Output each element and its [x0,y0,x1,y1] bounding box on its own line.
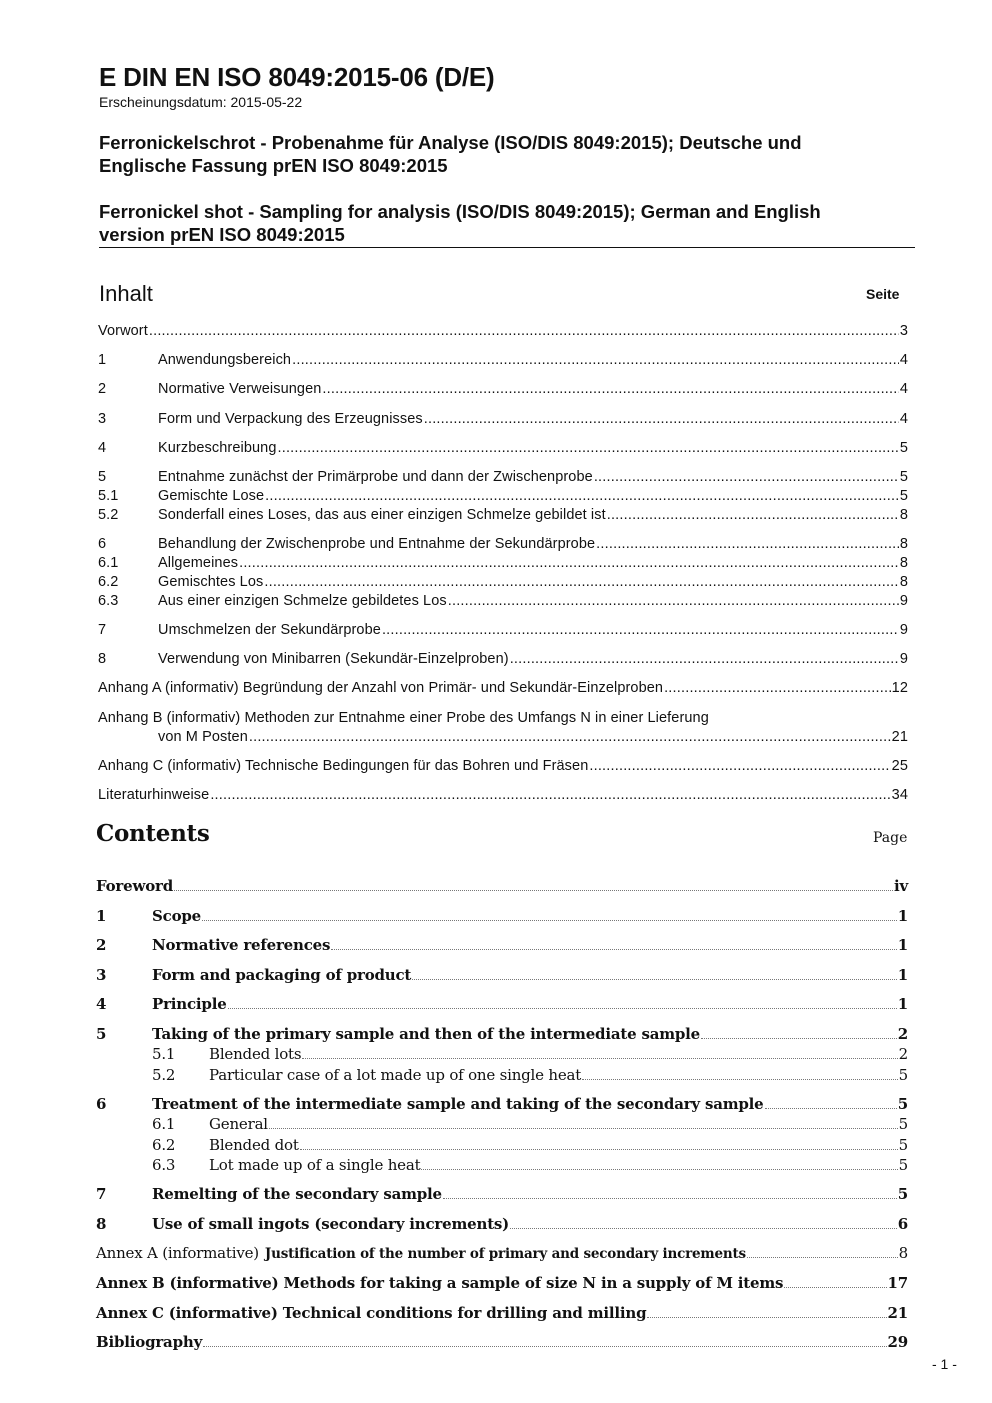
toc-entry-label: Particular case of a lot made up of one single heat [209,1066,582,1084]
toc-entry-page: 1 [897,995,908,1013]
toc-leader [664,680,891,696]
toc-entry-page: 17 [887,1274,908,1292]
toc-entry-label: Vorwort [98,323,148,339]
publication-date: Erscheinungsdatum: 2015-05-22 [99,94,303,110]
toc-leader [607,507,899,523]
toc-entry-page: 21 [887,1304,908,1322]
toc-entry-number: 6.3 [98,593,119,609]
toc-en-subentry[interactable] [152,1136,908,1154]
toc-de-entry[interactable] [98,651,908,667]
toc-en-subentry[interactable] [152,1115,908,1133]
toc-en-subentry[interactable] [152,1156,908,1174]
toc-entry-page: 5 [899,469,908,485]
toc-page-heading-english: Page [873,830,908,846]
toc-entry-label: Aus einer einzigen Schmelze gebildetes Los [158,593,447,609]
toc-entry-number: 5 [96,1025,107,1043]
toc-leader [701,1037,897,1039]
toc-entry-number: 6.1 [98,555,119,571]
toc-entry-number: 6 [96,1095,107,1113]
toc-de-entry[interactable] [98,323,908,339]
toc-heading-german: Inhalt [99,281,153,306]
toc-en-entry[interactable] [96,995,908,1013]
toc-leader [302,1057,897,1059]
toc-entry-label: Anhang A (informativ) Begründung der Anzahl von Primär- und Sekundär-Einzelproben [98,680,664,696]
toc-entry-page: 4 [899,381,908,397]
toc-entry-label: Principle [152,995,227,1013]
toc-entry-label: Anhang C (informativ) Technische Bedingungen für das Bohren und Fräsen [98,758,589,774]
toc-entry-label: Use of small ingots (secondary increments) [152,1215,510,1233]
toc-entry-page: 8 [899,536,908,552]
toc-entry-page: 21 [891,729,908,745]
toc-entry-label: Gemischtes Los [158,574,264,590]
toc-leader [596,536,899,552]
document-id: E DIN EN ISO 8049:2015-06 (D/E) [99,62,495,92]
toc-entry-page: 1 [897,966,908,984]
toc-leader [747,1256,898,1258]
toc-leader [265,488,899,504]
toc-leader [424,411,899,427]
toc-leader [149,323,899,339]
toc-leader [249,729,891,745]
toc-entry-page: 1 [897,907,908,925]
toc-entry-number: 3 [96,966,107,984]
toc-de-entry[interactable] [98,536,908,552]
toc-entry-number: 7 [96,1185,107,1203]
toc-entry-label: Form and packaging of product [152,966,412,984]
toc-de-entry[interactable] [98,488,908,504]
toc-entry-label: Anhang B (informativ) Methoden zur Entnahme einer Probe des Umfangs N in einer Lieferung [98,710,709,726]
toc-entry-number: 5.1 [152,1045,176,1063]
toc-entry-page: 8 [899,574,908,590]
toc-entry-number: 2 [96,936,107,954]
toc-leader [443,1197,897,1199]
toc-de-entry[interactable] [98,593,908,609]
toc-en-entry[interactable] [96,1095,908,1113]
toc-de-entry[interactable] [98,710,908,726]
toc-en-entry[interactable] [96,936,908,954]
toc-leader [228,1007,897,1009]
toc-entry-page: 5 [899,440,908,456]
toc-entry-number: 6.1 [152,1115,176,1133]
toc-entry-number: 3 [98,411,107,427]
toc-entry-number: 6.2 [98,574,119,590]
toc-entry-label: Umschmelzen der Sekundärprobe [158,622,381,638]
toc-en-subentry[interactable] [152,1045,908,1063]
toc-entry-page: 2 [897,1025,908,1043]
toc-entry-page: 8 [899,555,908,571]
toc-entry-page: 3 [899,323,908,339]
toc-entry-label: Normative references [152,936,331,954]
toc-de-entry-continued[interactable] [158,729,908,745]
toc-entry-page: 5 [898,1066,908,1084]
toc-leader [412,978,897,980]
toc-entry-page: 5 [897,1095,908,1113]
toc-de-entry[interactable] [98,574,908,590]
toc-entry-number: 4 [98,440,107,456]
toc-entry-page: 12 [891,680,908,696]
toc-leader [264,574,898,590]
toc-entry-page: 34 [891,787,908,803]
toc-entry-label: Gemischte Lose [158,488,265,504]
toc-entry-label: Sonderfall eines Loses, das aus einer einzigen Schmelze gebildet ist [158,507,606,523]
toc-entry-label: General [209,1115,268,1133]
toc-entry-label: Annex B (informative) Methods for taking a sample of size N in a supply of M items [96,1274,784,1292]
toc-entry-label: Remelting of the secondary sample [152,1185,442,1203]
toc-entry-label: Blended dot [209,1136,299,1154]
toc-entry-label: Taking of the primary sample and then of the intermediate sample [152,1025,701,1043]
toc-entry-page: 4 [899,352,908,368]
toc-entry-page: 5 [898,1156,908,1174]
toc-entry-page: 8 [898,1244,908,1262]
toc-entry-number: 5.2 [152,1066,176,1084]
toc-de-entry[interactable] [98,758,908,774]
toc-en-entry[interactable] [96,1304,908,1322]
toc-entry-label: Verwendung von Minibarren (Sekundär-Einzelproben) [158,651,509,667]
toc-de-entry[interactable] [98,622,908,638]
toc-de-entry[interactable] [98,507,908,523]
toc-entry-label: Allgemeines [158,555,239,571]
toc-leader [174,889,893,891]
title-english [99,200,909,246]
toc-entry-page: iv [893,877,908,895]
toc-entry-label: Annex A (informative) [96,1244,259,1262]
toc-en-entry[interactable] [96,1333,908,1351]
toc-de-entry[interactable] [98,680,908,696]
toc-en-entry[interactable] [96,966,908,984]
toc-entry-label: Normative Verweisungen [158,381,322,397]
toc-entry-number: 8 [98,651,107,667]
toc-en-subentry[interactable] [152,1066,908,1084]
toc-entry-label: Anwendungsbereich [158,352,292,368]
toc-entry-number: 5 [98,469,107,485]
toc-en-entry[interactable] [96,877,908,895]
toc-leader [784,1286,886,1288]
toc-entry-label: Entnahme zunächst der Primärprobe und dann der Zwischenprobe [158,469,593,485]
toc-de-entry[interactable] [98,411,908,427]
toc-entry-page: 5 [897,1185,908,1203]
toc-heading-english: Contents [96,820,210,847]
title-german [99,131,899,177]
toc-entry-label: Blended lots [209,1045,302,1063]
toc-entry-number: 7 [98,622,107,638]
toc-entry-number: 1 [98,352,107,368]
toc-leader [589,758,890,774]
toc-entry-page: 8 [899,507,908,523]
toc-leader [292,352,899,368]
toc-entry-number: 8 [96,1215,107,1233]
toc-entry-page: 9 [899,622,908,638]
toc-entry-number: 5.2 [98,507,119,523]
toc-leader [448,593,899,609]
toc-leader [421,1168,897,1170]
toc-entry-page: 1 [897,936,908,954]
toc-de-entry[interactable] [98,440,908,456]
toc-entry-label: Foreword [96,877,173,895]
toc-entry-number: 1 [96,907,107,925]
title-english-line-2: version prEN ISO 8049:2015 [99,224,345,245]
toc-entry-number: 4 [96,995,107,1013]
toc-entry-label: Treatment of the intermediate sample and taking of the secondary sample [152,1095,764,1113]
toc-de-entry[interactable] [98,352,908,368]
toc-entry-number: 6 [98,536,107,552]
toc-entry-label: Lot made up of a single heat [209,1156,421,1174]
toc-en-entry[interactable] [96,1244,908,1262]
page-number: - 1 - [932,1356,957,1372]
toc-entry-page: 2 [898,1045,908,1063]
toc-entry-page: 4 [899,411,908,427]
toc-leader [322,381,898,397]
toc-en-entry[interactable] [96,1025,908,1043]
toc-entry-label: Kurzbeschreibung [158,440,277,456]
toc-entry-label: Bibliography [96,1333,203,1351]
header-divider [99,247,915,248]
toc-leader [582,1078,898,1080]
toc-de-entry[interactable] [98,787,908,803]
toc-leader [300,1148,898,1150]
toc-entry-page: 5 [898,1136,908,1154]
toc-entry-number: 6.2 [152,1136,176,1154]
toc-leader [510,651,899,667]
title-english-line-1: Ferronickel shot - Sampling for analysis (ISO/DIS 8049:2015); German and English [99,201,821,222]
title-german-line-2: Englische Fassung prEN ISO 8049:2015 [99,155,448,176]
toc-leader [239,555,899,571]
toc-de-entry[interactable] [98,381,908,397]
toc-entry-label: Behandlung der Zwischenprobe und Entnahme der Sekundärprobe [158,536,596,552]
toc-entry-page: 9 [899,651,908,667]
title-german-line-1: Ferronickelschrot - Probenahme für Analyse (ISO/DIS 8049:2015); Deutsche und [99,132,802,153]
toc-en-entry[interactable] [96,1274,908,1292]
toc-en-entry[interactable] [96,1185,908,1203]
toc-leader [210,787,890,803]
toc-en-entry[interactable] [96,907,908,925]
toc-entry-number: 5.1 [98,488,119,504]
toc-entry-page: 5 [898,1115,908,1133]
toc-leader [203,1345,886,1347]
toc-leader [202,919,897,921]
toc-entry-number: 6.3 [152,1156,176,1174]
toc-de-entry[interactable] [98,555,908,571]
toc-de-entry[interactable] [98,469,908,485]
toc-entry-page: 5 [899,488,908,504]
toc-entry-page: 29 [887,1333,908,1351]
toc-entry-label: Annex C (informative) Technical conditions for drilling and milling [96,1304,647,1322]
toc-entry-label: Form und Verpackung des Erzeugnisses [158,411,423,427]
toc-leader [510,1227,897,1229]
toc-entry-page: 25 [891,758,908,774]
toc-entry-page: 9 [899,593,908,609]
toc-entry-label: Literaturhinweise [98,787,210,803]
toc-leader [765,1107,897,1109]
toc-leader [269,1127,898,1129]
toc-entry-number: 2 [98,381,107,397]
toc-entry-sublabel: Justification of the number of primary and secondary increments [264,1246,746,1262]
toc-leader [594,469,899,485]
toc-page-heading-german: Seite [866,286,900,302]
toc-leader [647,1316,886,1318]
toc-entry-label: von M Posten [158,729,248,745]
toc-entry-label: Scope [152,907,202,925]
toc-leader [331,948,897,950]
toc-entry-page: 6 [897,1215,908,1233]
toc-leader [382,622,899,638]
toc-en-entry[interactable] [96,1215,908,1233]
toc-leader [277,440,898,456]
